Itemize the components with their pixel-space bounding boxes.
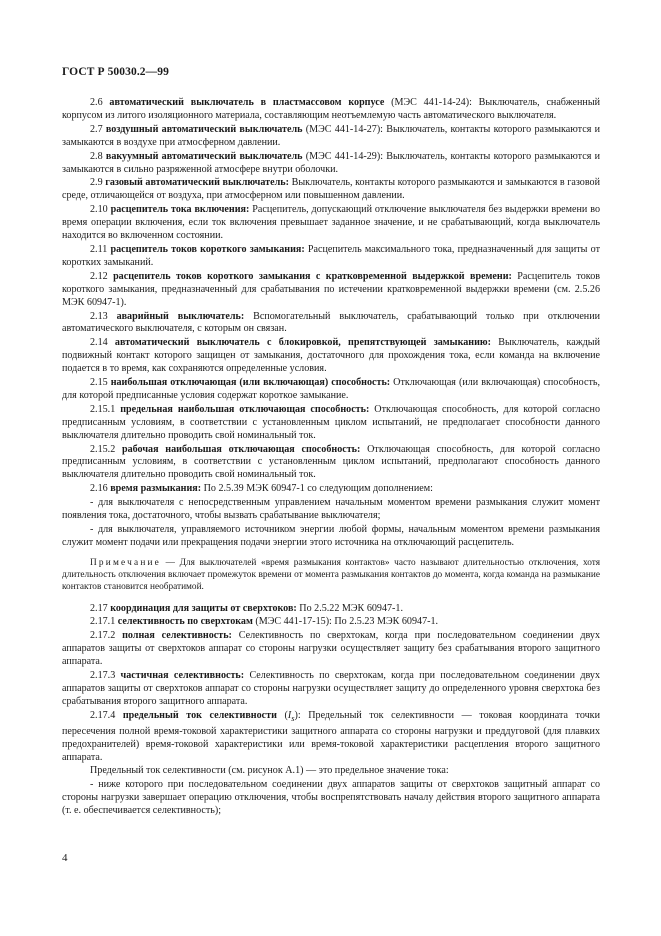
definition-text: $(I_s)$: Предельный ток селективности — токовая координата точки пересечения полной время-токовой характеристики защитного аппарата со стороны нагрузки и преддуговой (для плавких предохранителей) время-токовой характеристики или время-токовой характеристики расцепления второго защитного аппарата. bbox=[62, 709, 600, 763]
clause-number: 2.9 bbox=[90, 177, 106, 189]
clause-number: 2.11 bbox=[90, 243, 111, 255]
definitions-block-1 bbox=[62, 97, 600, 550]
definition-text: (МЭС 441-14-27): Выключатель, контакты которого размыкаются и замыкаются в воздухе при атмосферном давлении. bbox=[62, 123, 601, 148]
clause-number: 2.17 bbox=[90, 602, 111, 614]
term: вакуумный автоматический выключатель bbox=[105, 150, 303, 162]
page-number: 4 bbox=[62, 852, 68, 864]
term: предельный ток селективности bbox=[122, 709, 277, 721]
clause-number: 2.15.1 bbox=[90, 403, 121, 415]
definition-paragraph bbox=[62, 244, 600, 270]
clause-number: 2.14 bbox=[90, 337, 115, 349]
clause-number: 2.13 bbox=[90, 310, 117, 322]
definition-text: По 2.5.39 МЭК 60947-1 со следующим дополнением: bbox=[201, 483, 433, 495]
clause-number: 2.16 bbox=[90, 483, 111, 495]
definition-text: По 2.5.22 МЭК 60947-1. bbox=[296, 602, 403, 614]
clause-number: 2.17.1 bbox=[90, 616, 118, 628]
definition-text: Расцепитель, допускающий отключение выключателя без выдержки времени во время операции включения, если ток включения превышает заданное значение, и не срабатывающий, когда выключатель находится во включенном состоянии. bbox=[62, 204, 600, 242]
definition-paragraph bbox=[62, 151, 600, 177]
definition-text: - для выключателя, управляемого источником энергии любой формы, начальным моментом времени размыкания служит момент подачи или прекращения подачи энергии этого источника на отключающий расцепитель. bbox=[62, 524, 600, 548]
definition-paragraph bbox=[62, 97, 600, 123]
definition-paragraph bbox=[62, 483, 600, 496]
definition-paragraph bbox=[62, 765, 600, 778]
term: аварийный выключатель: bbox=[116, 310, 245, 322]
clause-number: 2.12 bbox=[90, 270, 114, 282]
definition-paragraph bbox=[62, 497, 600, 523]
term: полная селективность: bbox=[122, 630, 232, 642]
definition-paragraph bbox=[62, 377, 600, 403]
definition-text: Выключатель, каждый подвижный контакт которого защищен от замыкания, достаточного для прохождения тока, если команда на включение подается в то время, как сохраняются определенные условия. bbox=[62, 337, 600, 375]
definition-text: Выключатель, контакты которого размыкаются и замыкаются в газовой среде, отличающейся от воздуха, при атмосферном или повышенном давлении. bbox=[62, 177, 600, 202]
clause-number: 2.7 bbox=[90, 123, 106, 135]
definition-text: Отключающая (или включающая) способность, для которой предписанные условия содержат короткое замыкание. bbox=[62, 377, 600, 401]
definition-paragraph bbox=[62, 177, 600, 203]
definition-text: (МЭС 441-17-15): По 2.5.23 МЭК 60947-1. bbox=[252, 616, 439, 628]
definition-text: - для выключателя с непосредственным управлением начальным моментом времени размыкания служит момент появления тока, достаточного, чтобы вызвать срабатывание выключателя; bbox=[62, 497, 600, 522]
term: автоматический выключатель в пластмассовом корпусе bbox=[109, 97, 385, 108]
definition-paragraph bbox=[62, 311, 600, 337]
definition-text: Вспомогательный выключатель, срабатывающий только при отключении автоматического выключателя, с которым он связан. bbox=[62, 310, 601, 335]
clause-number: 2.17.2 bbox=[90, 630, 123, 642]
clause-number: 2.8 bbox=[90, 150, 106, 162]
definition-paragraph bbox=[62, 204, 600, 243]
clause-number: 2.10 bbox=[90, 204, 111, 216]
clause-number: 2.17.4 bbox=[90, 709, 123, 721]
document-body bbox=[62, 97, 600, 819]
definition-paragraph bbox=[62, 271, 600, 310]
term: автоматический выключатель с блокировкой, препятствующей замыканию: bbox=[114, 337, 491, 349]
definition-text: Отключающая способность, для которой согласно предписанным условиям, в соответствии с установленным циклом испытаний, предполагают способность данного выключателя длительно проводить свой номинальный ток. bbox=[62, 443, 600, 481]
term: координация для защиты от сверхтоков: bbox=[110, 602, 297, 614]
note-paragraph bbox=[62, 558, 600, 594]
definition-paragraph bbox=[62, 524, 600, 550]
definition-text: Расцепитель токов короткого замыкания, предназначенный для срабатывания по истечении кратковременной выдержки времени (см. 2.5.26 МЭК 60947-1). bbox=[62, 270, 601, 308]
term: расцепитель токов короткого замыкания с кратковременной выдержкой времени: bbox=[113, 270, 512, 282]
definition-paragraph bbox=[62, 710, 600, 765]
definition-paragraph bbox=[62, 616, 600, 629]
clause-number: 2.17.3 bbox=[90, 670, 121, 682]
note-label: Примечание bbox=[90, 557, 161, 568]
definition-text: (МЭС 441-14-29): Выключатель, контакты которого размыкаются и замыкаются в сильно разряженной атмосфере внутри оболочки. bbox=[62, 150, 600, 175]
term: частичная селективность: bbox=[120, 670, 245, 682]
definition-paragraph bbox=[62, 670, 600, 709]
term: воздушный автоматический выключатель bbox=[105, 123, 303, 135]
definition-paragraph bbox=[62, 630, 600, 669]
term: предельная наибольшая отключающая способность: bbox=[120, 403, 370, 415]
clause-number: 2.15.2 bbox=[90, 443, 122, 455]
definition-text: Селективность по сверхтокам, когда при последовательном соединении двух аппаратов защиты от сверхтоков аппарат со стороны нагрузки осуществляет защиту без срабатывания второго защитного аппарата. bbox=[62, 630, 600, 668]
term: газовый автоматический выключатель: bbox=[105, 177, 289, 189]
definition-text: (МЭС 441-14-24): Выключатель, снабженный корпусом из литого изоляционного материала, составляющим неотъемлемую часть автоматического выключателя. bbox=[62, 97, 601, 121]
term: расцепитель токов короткого замыкания: bbox=[110, 243, 305, 255]
definition-paragraph bbox=[62, 404, 600, 443]
definition-paragraph bbox=[62, 444, 600, 483]
definition-text: Отключающая способность, для которой согласно предписанным условиям, в соответствии с установленным циклом испытаний, не предполагает способности данного выключателя длительно проводить свой номинальный ток. bbox=[62, 403, 600, 441]
clause-number: 2.15 bbox=[90, 377, 111, 389]
term: селективность по сверхтокам bbox=[117, 616, 253, 628]
definition-paragraph bbox=[62, 779, 600, 818]
definition-paragraph bbox=[62, 603, 600, 616]
term: расцепитель тока включения: bbox=[110, 204, 250, 216]
clause-number: 2.6 bbox=[90, 97, 110, 108]
definition-paragraph bbox=[62, 124, 600, 150]
term: наибольшая отключающая (или включающая) способность: bbox=[110, 377, 391, 389]
definition-paragraph bbox=[62, 337, 600, 376]
definitions-block-2 bbox=[62, 603, 600, 819]
document-header: ГОСТ Р 50030.2—99 bbox=[62, 66, 169, 78]
term: рабочая наибольшая отключающая способность: bbox=[121, 443, 361, 455]
definition-text: - ниже которого при последовательном соединении двух аппаратов защиты от сверхтоков защитный аппарат со стороны нагрузки завершает операцию отключения, чтобы воспрепятствовать началу действия второго защитного аппарата (т. е. обеспечивается селективность); bbox=[62, 779, 600, 817]
note-text: — Для выключателей «время размыкания контактов» часто называют длительностью отключения, хотя длительность отключения включает промежуток времени от момента размыкания контактов до момента, когда команда на размыкание контактов становится необратимой. bbox=[62, 557, 600, 592]
definition-text: Селективность по сверхтокам, когда при последовательном соединении двух аппаратов защиты от сверхтоков аппарат со стороны нагрузки осуществляет защиту до определенного уровня сверхтока без срабатывания второго защитного аппарата. bbox=[62, 670, 600, 707]
term: время размыкания: bbox=[110, 483, 202, 495]
definition-text: Предельный ток селективности (см. рисунок А.1) — это предельное значение тока: bbox=[90, 765, 449, 777]
definition-text: Расцепитель максимального тока, предназначенный для защиты от коротких замыканий. bbox=[62, 243, 600, 268]
